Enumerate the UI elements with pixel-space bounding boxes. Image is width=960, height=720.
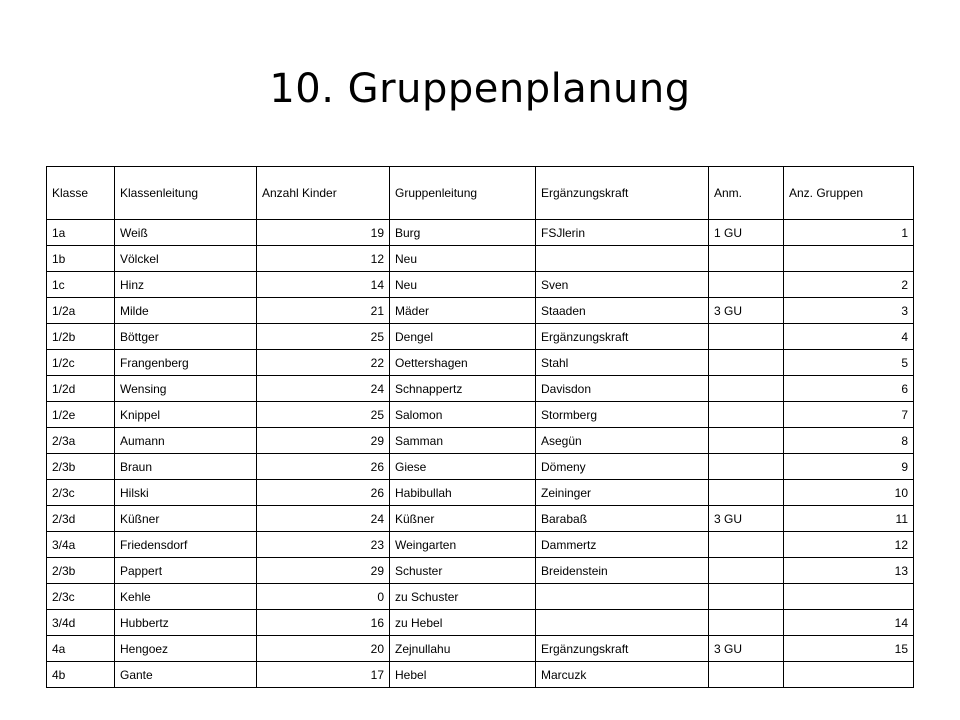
cell-klasse: 2/3c bbox=[47, 480, 115, 506]
cell-ergaenzungskraft: Asegün bbox=[536, 428, 709, 454]
cell-anz-gruppen: 1 bbox=[784, 220, 914, 246]
cell-anz-gruppen: 4 bbox=[784, 324, 914, 350]
cell-gruppenleitung: Burg bbox=[390, 220, 536, 246]
cell-ergaenzungskraft: Barabaß bbox=[536, 506, 709, 532]
cell-anm: 3 GU bbox=[709, 298, 784, 324]
cell-ergaenzungskraft: Dammertz bbox=[536, 532, 709, 558]
header-anm: Anm. bbox=[709, 167, 784, 220]
cell-gruppenleitung: Zejnullahu bbox=[390, 636, 536, 662]
cell-klasse: 2/3a bbox=[47, 428, 115, 454]
cell-anzahl-kinder: 22 bbox=[257, 350, 390, 376]
cell-anz-gruppen: 15 bbox=[784, 636, 914, 662]
cell-ergaenzungskraft: Ergänzungskraft bbox=[536, 324, 709, 350]
cell-ergaenzungskraft bbox=[536, 610, 709, 636]
table-row bbox=[47, 454, 914, 480]
cell-anzahl-kinder: 21 bbox=[257, 298, 390, 324]
cell-anm bbox=[709, 324, 784, 350]
cell-anm bbox=[709, 532, 784, 558]
cell-anzahl-kinder: 23 bbox=[257, 532, 390, 558]
cell-anz-gruppen: 14 bbox=[784, 610, 914, 636]
cell-anz-gruppen: 2 bbox=[784, 272, 914, 298]
table-row bbox=[47, 402, 914, 428]
cell-klassenleitung: Böttger bbox=[115, 324, 257, 350]
table-body bbox=[47, 220, 914, 688]
cell-anz-gruppen: 5 bbox=[784, 350, 914, 376]
cell-gruppenleitung: Neu bbox=[390, 272, 536, 298]
cell-anzahl-kinder: 24 bbox=[257, 376, 390, 402]
cell-gruppenleitung: Habibullah bbox=[390, 480, 536, 506]
cell-anzahl-kinder: 29 bbox=[257, 428, 390, 454]
cell-klassenleitung: Kehle bbox=[115, 584, 257, 610]
cell-gruppenleitung: Samman bbox=[390, 428, 536, 454]
cell-ergaenzungskraft: Zeininger bbox=[536, 480, 709, 506]
cell-ergaenzungskraft: Davisdon bbox=[536, 376, 709, 402]
cell-anz-gruppen: 9 bbox=[784, 454, 914, 480]
table-row bbox=[47, 610, 914, 636]
cell-klasse: 2/3b bbox=[47, 454, 115, 480]
cell-anm bbox=[709, 454, 784, 480]
cell-anzahl-kinder: 14 bbox=[257, 272, 390, 298]
table-row bbox=[47, 558, 914, 584]
cell-klasse: 1/2d bbox=[47, 376, 115, 402]
cell-anz-gruppen: 11 bbox=[784, 506, 914, 532]
header-gruppenleitung: Gruppenleitung bbox=[390, 167, 536, 220]
cell-anm bbox=[709, 376, 784, 402]
cell-klassenleitung: Friedensdorf bbox=[115, 532, 257, 558]
header-anzahl-kinder: Anzahl Kinder bbox=[257, 167, 390, 220]
header-anz-gruppen: Anz. Gruppen bbox=[784, 167, 914, 220]
cell-gruppenleitung: Salomon bbox=[390, 402, 536, 428]
cell-anm: 3 GU bbox=[709, 636, 784, 662]
cell-anm bbox=[709, 610, 784, 636]
cell-klassenleitung: Milde bbox=[115, 298, 257, 324]
cell-anz-gruppen: 8 bbox=[784, 428, 914, 454]
cell-klasse: 3/4d bbox=[47, 610, 115, 636]
cell-anzahl-kinder: 20 bbox=[257, 636, 390, 662]
cell-gruppenleitung: Oettershagen bbox=[390, 350, 536, 376]
cell-anz-gruppen: 6 bbox=[784, 376, 914, 402]
cell-klasse: 1/2a bbox=[47, 298, 115, 324]
cell-anz-gruppen bbox=[784, 662, 914, 688]
cell-gruppenleitung: Giese bbox=[390, 454, 536, 480]
cell-gruppenleitung: zu Hebel bbox=[390, 610, 536, 636]
table-row bbox=[47, 662, 914, 688]
cell-klasse: 4b bbox=[47, 662, 115, 688]
cell-klassenleitung: Gante bbox=[115, 662, 257, 688]
cell-anzahl-kinder: 12 bbox=[257, 246, 390, 272]
table-row bbox=[47, 506, 914, 532]
cell-anzahl-kinder: 29 bbox=[257, 558, 390, 584]
cell-ergaenzungskraft: Dömeny bbox=[536, 454, 709, 480]
table-row bbox=[47, 272, 914, 298]
page-title: 10. Gruppenplanung bbox=[269, 66, 691, 112]
table-row bbox=[47, 350, 914, 376]
cell-anzahl-kinder: 26 bbox=[257, 454, 390, 480]
cell-ergaenzungskraft bbox=[536, 246, 709, 272]
cell-ergaenzungskraft: FSJlerin bbox=[536, 220, 709, 246]
cell-ergaenzungskraft bbox=[536, 584, 709, 610]
cell-klassenleitung: Frangenberg bbox=[115, 350, 257, 376]
cell-ergaenzungskraft: Marcuzk bbox=[536, 662, 709, 688]
cell-klassenleitung: Weiß bbox=[115, 220, 257, 246]
cell-anzahl-kinder: 25 bbox=[257, 402, 390, 428]
cell-klasse: 2/3c bbox=[47, 584, 115, 610]
cell-anm bbox=[709, 584, 784, 610]
cell-klasse: 1/2b bbox=[47, 324, 115, 350]
table-row bbox=[47, 298, 914, 324]
cell-klassenleitung: Küßner bbox=[115, 506, 257, 532]
cell-anz-gruppen: 12 bbox=[784, 532, 914, 558]
header-klassenleitung: Klassenleitung bbox=[115, 167, 257, 220]
cell-gruppenleitung: zu Schuster bbox=[390, 584, 536, 610]
cell-anz-gruppen bbox=[784, 246, 914, 272]
cell-anzahl-kinder: 16 bbox=[257, 610, 390, 636]
cell-ergaenzungskraft: Stormberg bbox=[536, 402, 709, 428]
cell-anm: 1 GU bbox=[709, 220, 784, 246]
cell-anz-gruppen bbox=[784, 584, 914, 610]
table-row bbox=[47, 376, 914, 402]
header-row bbox=[47, 167, 914, 220]
cell-anm bbox=[709, 246, 784, 272]
table-row bbox=[47, 480, 914, 506]
cell-anzahl-kinder: 24 bbox=[257, 506, 390, 532]
table-row bbox=[47, 428, 914, 454]
cell-anm bbox=[709, 428, 784, 454]
cell-klassenleitung: Aumann bbox=[115, 428, 257, 454]
table-header bbox=[47, 167, 914, 220]
cell-klassenleitung: Hilski bbox=[115, 480, 257, 506]
cell-klassenleitung: Hubbertz bbox=[115, 610, 257, 636]
cell-klassenleitung: Hinz bbox=[115, 272, 257, 298]
table-row bbox=[47, 636, 914, 662]
cell-klasse: 2/3d bbox=[47, 506, 115, 532]
cell-klasse: 1a bbox=[47, 220, 115, 246]
cell-klassenleitung: Knippel bbox=[115, 402, 257, 428]
cell-anzahl-kinder: 19 bbox=[257, 220, 390, 246]
cell-anz-gruppen: 3 bbox=[784, 298, 914, 324]
cell-anz-gruppen: 7 bbox=[784, 402, 914, 428]
cell-anm bbox=[709, 480, 784, 506]
cell-klasse: 1/2e bbox=[47, 402, 115, 428]
cell-gruppenleitung: Schuster bbox=[390, 558, 536, 584]
header-ergaenzungskraft: Ergänzungskraft bbox=[536, 167, 709, 220]
cell-klassenleitung: Wensing bbox=[115, 376, 257, 402]
cell-anm bbox=[709, 558, 784, 584]
cell-klasse: 3/4a bbox=[47, 532, 115, 558]
cell-anm: 3 GU bbox=[709, 506, 784, 532]
cell-klassenleitung: Völckel bbox=[115, 246, 257, 272]
cell-gruppenleitung: Neu bbox=[390, 246, 536, 272]
cell-anzahl-kinder: 25 bbox=[257, 324, 390, 350]
table-row bbox=[47, 220, 914, 246]
cell-klassenleitung: Braun bbox=[115, 454, 257, 480]
cell-anm bbox=[709, 402, 784, 428]
cell-anzahl-kinder: 26 bbox=[257, 480, 390, 506]
cell-gruppenleitung: Küßner bbox=[390, 506, 536, 532]
cell-klasse: 1c bbox=[47, 272, 115, 298]
table-row bbox=[47, 584, 914, 610]
cell-ergaenzungskraft: Breidenstein bbox=[536, 558, 709, 584]
cell-klassenleitung: Pappert bbox=[115, 558, 257, 584]
cell-klassenleitung: Hengoez bbox=[115, 636, 257, 662]
cell-ergaenzungskraft: Staaden bbox=[536, 298, 709, 324]
cell-gruppenleitung: Hebel bbox=[390, 662, 536, 688]
cell-ergaenzungskraft: Stahl bbox=[536, 350, 709, 376]
cell-gruppenleitung: Schnappertz bbox=[390, 376, 536, 402]
cell-anm bbox=[709, 350, 784, 376]
cell-ergaenzungskraft: Sven bbox=[536, 272, 709, 298]
cell-gruppenleitung: Dengel bbox=[390, 324, 536, 350]
table-row bbox=[47, 324, 914, 350]
cell-anz-gruppen: 10 bbox=[784, 480, 914, 506]
cell-klasse: 2/3b bbox=[47, 558, 115, 584]
table-row bbox=[47, 532, 914, 558]
group-planning-table bbox=[46, 166, 914, 688]
cell-anzahl-kinder: 17 bbox=[257, 662, 390, 688]
cell-anm bbox=[709, 662, 784, 688]
header-klasse: Klasse bbox=[47, 167, 115, 220]
cell-gruppenleitung: Mäder bbox=[390, 298, 536, 324]
cell-gruppenleitung: Weingarten bbox=[390, 532, 536, 558]
cell-anzahl-kinder: 0 bbox=[257, 584, 390, 610]
cell-ergaenzungskraft: Ergänzungskraft bbox=[536, 636, 709, 662]
cell-anm bbox=[709, 272, 784, 298]
cell-klasse: 1/2c bbox=[47, 350, 115, 376]
table-row bbox=[47, 246, 914, 272]
cell-klasse: 4a bbox=[47, 636, 115, 662]
cell-klasse: 1b bbox=[47, 246, 115, 272]
cell-anz-gruppen: 13 bbox=[784, 558, 914, 584]
